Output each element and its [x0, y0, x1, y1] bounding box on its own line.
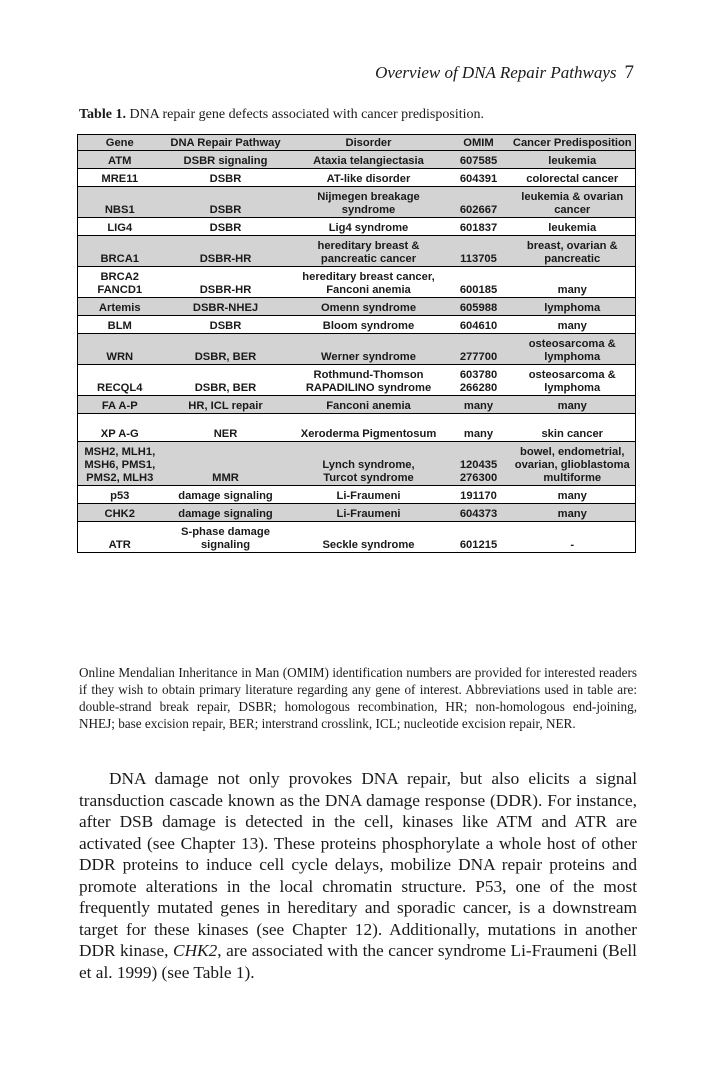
cell-cancer [510, 151, 636, 169]
cell-line: MRE11 [101, 173, 139, 185]
cell-cancer [510, 365, 636, 396]
cell-line: bowel, endometrial, [520, 446, 625, 458]
cell-omim [448, 187, 510, 218]
cell-line: Fanconi anemia [326, 284, 411, 296]
cell-line: leukemia & ovarian [521, 191, 624, 203]
cell-omim [448, 316, 510, 334]
cell-line: DSBR-HR [199, 284, 252, 296]
cell-gene [78, 236, 162, 267]
table-row [78, 316, 636, 334]
cell-cancer [510, 218, 636, 236]
cell-line: damage signaling [178, 508, 273, 520]
cell-line: MSH6, PMS1, [84, 459, 156, 471]
cell-disorder [290, 414, 448, 442]
cell-line: 120435 [459, 459, 498, 471]
cell-line: many [463, 400, 494, 412]
cell-disorder [290, 187, 448, 218]
cell-cancer [510, 236, 636, 267]
cell-pathway [162, 414, 290, 442]
cell-line: 191170 [460, 490, 497, 502]
cell-line: FA A-P [101, 400, 138, 412]
cell-line: DSBR-NHEJ [192, 302, 259, 314]
cell-gene [78, 365, 162, 396]
cell-line: Werner syndrome [321, 351, 416, 363]
cell-gene [78, 486, 162, 504]
cell-omim [448, 365, 510, 396]
cell-gene [78, 396, 162, 414]
cell-line: colorectal cancer [526, 173, 619, 185]
table-row [78, 414, 636, 442]
table-row [78, 187, 636, 218]
cell-line: leukemia [548, 222, 597, 234]
cell-line: DSBR [209, 222, 242, 234]
cell-line: DSBR, BER [194, 382, 257, 394]
cell-pathway [162, 187, 290, 218]
cell-disorder [290, 298, 448, 316]
cell-line: pancreatic cancer [320, 253, 417, 265]
cell-line: ATR [108, 539, 131, 551]
page-number: 7 [624, 62, 634, 83]
body-text-part1: DNA damage not only provokes DNA repair, but also elicits a signal transduction cascade known as the DNA damage response (DDR). For instance, after DSB damage is detected in the cell, kinases like ATM and ATR are activated (see Chapter 13). These proteins phosphorylate a whole host of other DDR proteins to induce cell cycle delays, mobilize DNA repair proteins and promote alterations in the local chromatin structure. P53, one of the most frequently mutated genes in hereditary and sporadic cancer, is a downstream target for these kinases (see Chapter 12). Additionally, mutations in another DDR kinase, [79, 769, 637, 960]
cell-line: 607585 [459, 155, 498, 167]
cell-line: ovarian, glioblastoma [514, 459, 630, 471]
table-header-row [78, 135, 636, 151]
table-row [78, 396, 636, 414]
cell-line: many [557, 400, 587, 412]
cell-line: lymphoma [544, 382, 601, 394]
cell-line: Nijmegen breakage [317, 191, 420, 203]
cell-disorder [290, 151, 448, 169]
cell-line: pancreatic [544, 253, 601, 265]
table-row [78, 218, 636, 236]
cell-line: AT-like disorder [326, 173, 411, 185]
cell-line: CHK2 [104, 508, 135, 520]
cell-line: Fanconi anemia [326, 400, 411, 412]
cell-line: damage signaling [178, 490, 273, 502]
cell-line: Lynch syndrome, [322, 459, 415, 471]
table-row [78, 522, 636, 553]
table-row [78, 365, 636, 396]
cell-gene [78, 298, 162, 316]
cell-line: 605988 [459, 302, 498, 314]
cell-cancer [510, 522, 636, 553]
cell-gene [78, 218, 162, 236]
cell-line: DSBR signaling [183, 155, 268, 167]
cell-line: PMS2, MLH3 [86, 472, 154, 484]
cell-pathway [162, 504, 290, 522]
cell-pathway [162, 151, 290, 169]
cell-pathway [162, 442, 290, 486]
table-row [78, 298, 636, 316]
table-footnote: Online Mendalian Inheritance in Man (OMIM) identification numbers are provided for interested readers if they wish to obtain primary literature regarding any gene of interest. Abbreviations used in table are: double-strand break repair, DSBR; homologous recombination, HR; non-homologous end-joining, NHEJ; base excision repair, BER; interstrand crosslink, ICL; nucleotide excision repair, NER. [79, 665, 637, 731]
cell-cancer [510, 414, 636, 442]
cell-disorder [290, 522, 448, 553]
cell-line: Artemis [98, 302, 141, 314]
cell-line: many [557, 284, 587, 296]
body-paragraph [79, 768, 637, 983]
table-body [78, 151, 636, 553]
cell-line: 601837 [459, 222, 498, 234]
cell-line: hereditary breast cancer, [302, 271, 435, 283]
cell-line: Rothmund-Thomson [313, 369, 424, 381]
cell-line: 603780 [459, 369, 498, 381]
cell-cancer [510, 396, 636, 414]
cell-line: MSH2, MLH1, [84, 446, 156, 458]
cell-omim [448, 442, 510, 486]
cell-line: leukemia [548, 155, 597, 167]
cell-cancer [510, 267, 636, 298]
cell-line: Li-Fraumeni [336, 490, 401, 502]
header-pathway: DNA Repair Pathway [162, 135, 290, 151]
cell-pathway [162, 218, 290, 236]
cell-line: many [557, 320, 587, 332]
cell-disorder [290, 169, 448, 187]
cell-cancer [510, 486, 636, 504]
cell-line: NER [213, 428, 238, 440]
cell-disorder [290, 504, 448, 522]
cell-line: syndrome [341, 204, 396, 216]
cell-omim [448, 486, 510, 504]
cell-line: 602667 [459, 204, 498, 216]
running-head [375, 62, 634, 84]
cell-line: FANCD1 [97, 284, 143, 296]
running-head-title: Overview of DNA Repair Pathways [375, 63, 617, 82]
table-caption [79, 107, 639, 123]
cell-line: Seckle syndrome [322, 539, 415, 551]
cell-line: 600185 [459, 284, 498, 296]
cell-line: Lig4 syndrome [328, 222, 409, 234]
cell-gene [78, 504, 162, 522]
cell-line: 601215 [459, 539, 498, 551]
body-text-part2: , are associated with the cancer syndrome Li-Fraumeni (Bell et al. 1999) (see Table 1). [79, 941, 637, 982]
cell-pathway [162, 396, 290, 414]
cell-line: BRCA2 [100, 271, 140, 283]
cell-pathway [162, 334, 290, 365]
gene-defect-table [77, 134, 636, 553]
cell-disorder [290, 316, 448, 334]
cell-disorder [290, 486, 448, 504]
cell-line: DSBR-HR [199, 253, 252, 265]
cell-line: S-phase damage [181, 526, 270, 538]
cell-line: Xeroderma Pigmentosum [300, 428, 437, 440]
cell-cancer [510, 504, 636, 522]
table-row [78, 334, 636, 365]
cell-pathway [162, 236, 290, 267]
cell-line: osteosarcoma & [528, 338, 616, 350]
cell-line: signaling [200, 539, 251, 551]
cell-line: skin cancer [541, 428, 604, 440]
cell-line: 604373 [459, 508, 498, 520]
cell-omim [448, 504, 510, 522]
cell-omim [448, 169, 510, 187]
table-row [78, 151, 636, 169]
table-row [78, 486, 636, 504]
cell-disorder [290, 218, 448, 236]
cell-cancer [510, 442, 636, 486]
cell-line: DSBR [209, 173, 242, 185]
cell-cancer [510, 187, 636, 218]
cell-disorder [290, 236, 448, 267]
cell-disorder [290, 365, 448, 396]
cell-line: Li-Fraumeni [336, 508, 401, 520]
cell-line: DSBR, BER [194, 351, 257, 363]
cell-gene [78, 267, 162, 298]
header-omim: OMIM [448, 135, 510, 151]
cell-line: 266280 [459, 382, 498, 394]
cell-line: Turcot syndrome [323, 472, 414, 484]
table-row [78, 236, 636, 267]
cell-omim [448, 396, 510, 414]
table-caption-text: DNA repair gene defects associated with cancer predisposition. [129, 107, 484, 122]
cell-gene [78, 522, 162, 553]
cell-line: MMR [212, 472, 239, 484]
cell-line: many [557, 490, 587, 502]
cell-line: cancer [554, 204, 591, 216]
cell-line: 113705 [460, 253, 497, 265]
cell-line: 277700 [459, 351, 498, 363]
cell-line: NBS1 [104, 204, 135, 216]
cell-line: many [557, 508, 587, 520]
cell-omim [448, 267, 510, 298]
cell-omim [448, 522, 510, 553]
cell-line: osteosarcoma & [528, 369, 616, 381]
cell-line: Omenn syndrome [320, 302, 417, 314]
cell-gene [78, 442, 162, 486]
cell-line: multiforme [543, 472, 602, 484]
cell-line: RAPADILINO syndrome [305, 382, 432, 394]
cell-pathway [162, 316, 290, 334]
header-cancer: Cancer Predisposition [510, 135, 636, 151]
cell-pathway [162, 365, 290, 396]
cell-cancer [510, 169, 636, 187]
table-row [78, 442, 636, 486]
cell-pathway [162, 267, 290, 298]
cell-line: p53 [110, 490, 130, 502]
cell-line: LIG4 [107, 222, 133, 234]
cell-cancer [510, 334, 636, 365]
cell-cancer [510, 298, 636, 316]
table-label: Table 1. [79, 107, 126, 122]
cell-line: BRCA1 [100, 253, 140, 265]
cell-line: 276300 [459, 472, 498, 484]
cell-line: 604610 [459, 320, 498, 332]
cell-line: XP A-G [100, 428, 139, 440]
table-row [78, 267, 636, 298]
cell-gene [78, 334, 162, 365]
cell-cancer [510, 316, 636, 334]
cell-omim [448, 218, 510, 236]
cell-omim [448, 298, 510, 316]
cell-line: BLM [107, 320, 132, 332]
cell-disorder [290, 267, 448, 298]
cell-pathway [162, 486, 290, 504]
cell-line: DSBR [209, 204, 242, 216]
cell-line: DSBR [209, 320, 242, 332]
cell-line: Ataxia telangiectasia [313, 155, 424, 167]
cell-line: 604391 [459, 173, 498, 185]
cell-disorder [290, 396, 448, 414]
cell-line: lymphoma [544, 351, 601, 363]
cell-line: breast, ovarian & [526, 240, 618, 252]
header-gene: Gene [78, 135, 162, 151]
cell-omim [448, 334, 510, 365]
table-row [78, 504, 636, 522]
cell-gene [78, 316, 162, 334]
cell-disorder [290, 334, 448, 365]
cell-line: HR, ICL repair [188, 400, 263, 412]
cell-pathway [162, 522, 290, 553]
cell-gene [78, 169, 162, 187]
cell-gene [78, 187, 162, 218]
cell-line: Bloom syndrome [322, 320, 415, 332]
cell-line: - [570, 539, 575, 551]
cell-line: RECQL4 [97, 382, 143, 394]
cell-line: WRN [106, 351, 134, 363]
cell-gene [78, 414, 162, 442]
body-text-gene: CHK2 [173, 941, 218, 960]
cell-omim [448, 151, 510, 169]
table-row [78, 169, 636, 187]
cell-omim [448, 414, 510, 442]
header-disorder: Disorder [290, 135, 448, 151]
cell-pathway [162, 298, 290, 316]
cell-disorder [290, 442, 448, 486]
cell-pathway [162, 169, 290, 187]
cell-omim [448, 236, 510, 267]
cell-line: many [463, 428, 494, 440]
cell-line: ATM [108, 155, 132, 167]
cell-gene [78, 151, 162, 169]
cell-line: hereditary breast & [317, 240, 420, 252]
cell-line: lymphoma [544, 302, 601, 314]
